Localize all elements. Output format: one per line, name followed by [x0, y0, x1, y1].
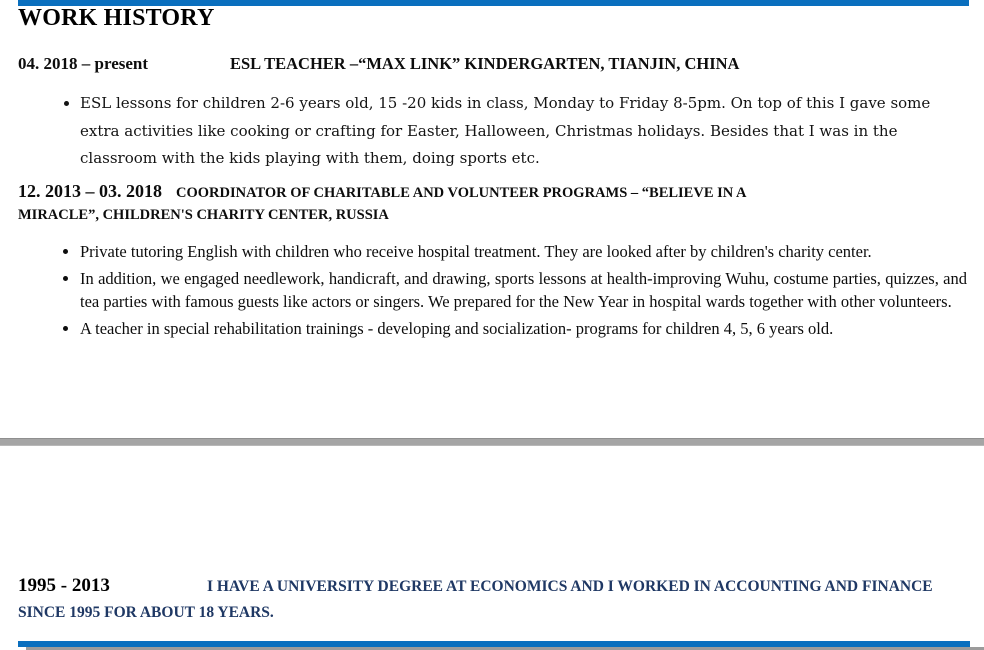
- job-role: I HAVE A UNIVERSITY DEGREE AT ECONOMICS AND I WORKED IN ACCOUNTING AND FINANCE SINCE 1995 FOR ABOUT 18 YEARS.: [18, 578, 933, 621]
- job-heading-esl-teacher: [18, 53, 958, 75]
- job-bullet: • Private tutoring English with children who receive hospital treatment. They are looked after by children's charity center.: [80, 240, 967, 264]
- job-dates: 1995 - 2013: [18, 575, 110, 596]
- job-heading-economics: [18, 573, 948, 626]
- job-bullet-list-coordinator: [18, 240, 967, 343]
- job-role: COORDINATOR OF CHARITABLE AND VOLUNTEER PROGRAMS – “BELIEVE IN A MIRACLE”, CHILDREN'S CHARITY CENTER, RUSSIA: [18, 185, 746, 223]
- job-bullet-list-esl: [18, 90, 967, 176]
- job-bullet: • A teacher in special rehabilitation trainings - developing and socialization- programs for children 4, 5, 6 years old.: [80, 317, 967, 341]
- job-dates: 12. 2013 – 03. 2018: [18, 181, 162, 201]
- job-heading-coordinator: [18, 181, 778, 226]
- job-bullet: • ESL lessons for children 2-6 years old, 15 -20 kids in class, Monday to Friday 8-5pm. On top of this I gave some extra activities like cooking or crafting for Easter, Halloween, Christmas holidays. Besides that I was in the classroom with the kids playing with them, doing sports etc.: [80, 90, 967, 173]
- job-role: ESL TEACHER –“MAX LINK” KINDERGARTEN, TIANJIN, CHINA: [230, 54, 740, 73]
- page-title: WORK HISTORY: [18, 5, 215, 31]
- section-divider: [0, 438, 984, 446]
- job-dates: 04. 2018 – present: [18, 54, 149, 73]
- job-bullet: • In addition, we engaged needlework, handicraft, and drawing, sports lessons at health-improving Wuhu, costume parties, quizzes, and tea parties with famous guests like actors or singers. We prepared for the New Year in hospital wards together with other volunteers.: [80, 267, 967, 314]
